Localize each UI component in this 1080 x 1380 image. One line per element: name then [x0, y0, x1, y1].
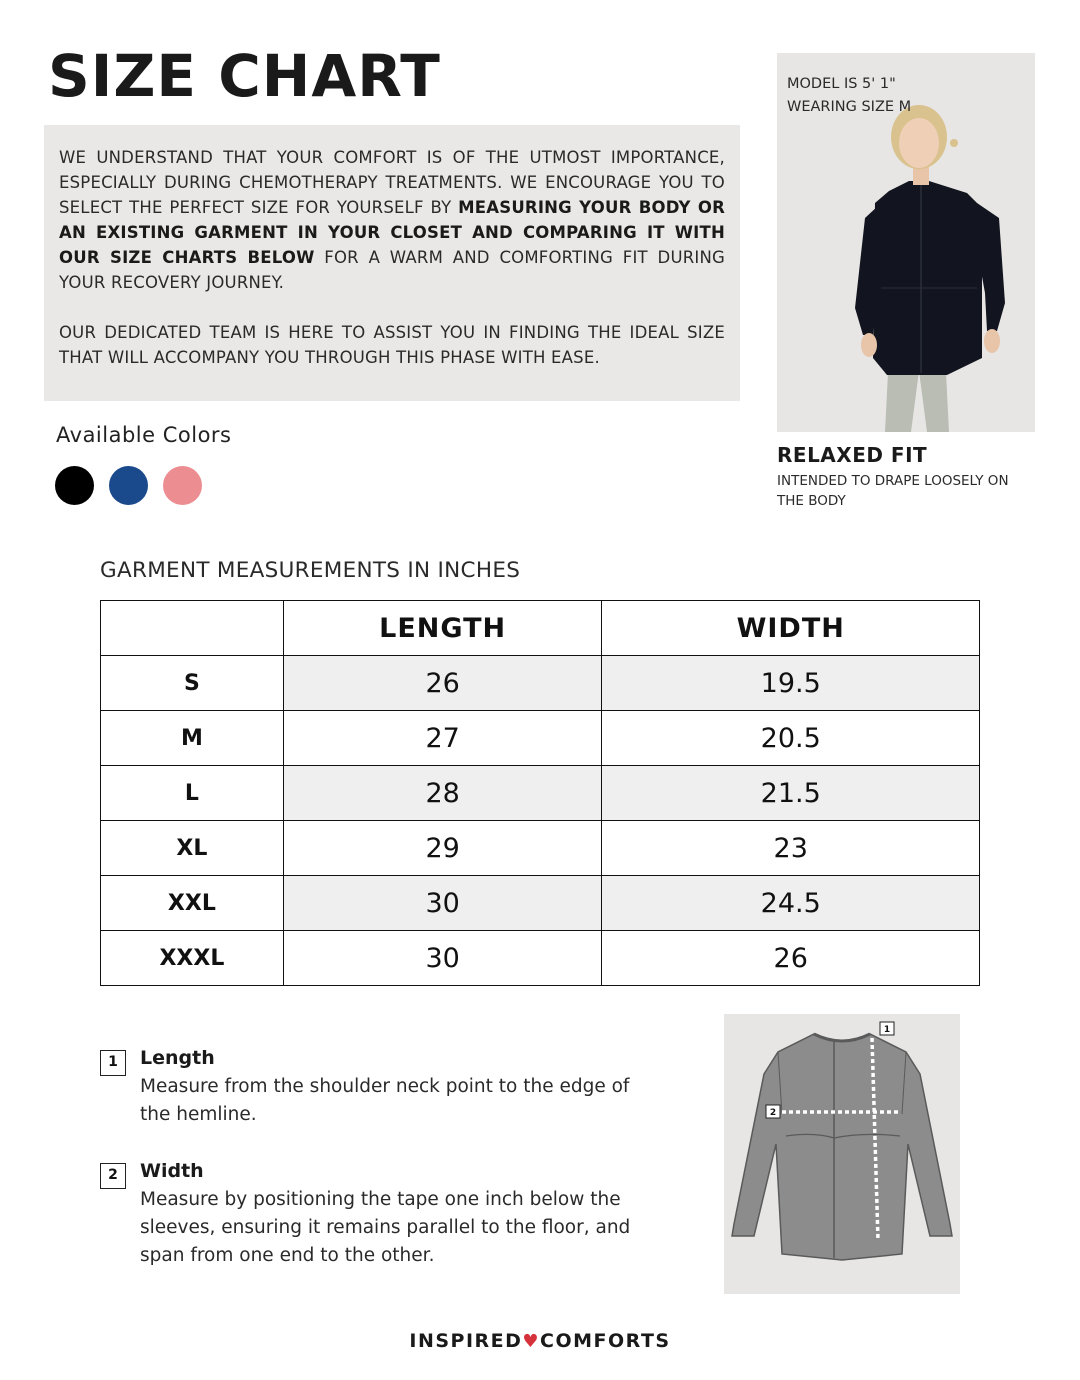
- step-2-description: Measure by positioning the tape one inch below the sleeves, ensuring it remains parallel to the floor, and span from one end to the other.: [140, 1189, 631, 1266]
- table-caption: GARMENT MEASUREMENTS IN INCHES: [100, 558, 521, 583]
- header-width: WIDTH: [602, 601, 980, 656]
- table-row: [101, 711, 980, 766]
- available-colors-label: Available Colors: [56, 423, 232, 447]
- width-value: 23: [602, 821, 980, 876]
- size-label: M: [101, 711, 284, 766]
- intro-paragraph-2: OUR DEDICATED TEAM IS HERE TO ASSIST YOU IN FINDING THE IDEAL SIZE THAT WILL ACCOMPANY YOU THROUGH THIS PHASE WITH EASE.: [59, 323, 725, 367]
- color-swatch-black[interactable]: [55, 466, 94, 505]
- table-row: [101, 656, 980, 711]
- length-value: 30: [283, 876, 602, 931]
- step-1-title: Length: [140, 1047, 215, 1069]
- marker-1: 1: [883, 1025, 891, 1035]
- step-1-badge: 1: [100, 1050, 126, 1076]
- header-empty: [101, 601, 284, 656]
- step-1-description: Measure from the shoulder neck point to the edge of the hemline.: [140, 1076, 630, 1125]
- fit-title: RELAXED FIT: [777, 443, 928, 467]
- fit-description: INTENDED TO DRAPE LOOSELY ON THE BODY: [777, 473, 1009, 509]
- width-value: 26: [602, 931, 980, 986]
- size-label: L: [101, 766, 284, 821]
- width-value: 19.5: [602, 656, 980, 711]
- table-row: [101, 821, 980, 876]
- size-label: S: [101, 656, 284, 711]
- width-value: 24.5: [602, 876, 980, 931]
- heart-icon: ♥: [522, 1331, 541, 1352]
- size-label: XL: [101, 821, 284, 876]
- length-value: 27: [283, 711, 602, 766]
- color-swatch-pink[interactable]: [163, 466, 202, 505]
- model-photo-panel: [777, 53, 1035, 432]
- step-2-title: Width: [140, 1160, 204, 1182]
- length-value: 29: [283, 821, 602, 876]
- page-title: SIZE CHART: [48, 42, 441, 110]
- width-value: 20.5: [602, 711, 980, 766]
- garment-diagram: [724, 1014, 960, 1294]
- length-value: 30: [283, 931, 602, 986]
- color-swatch-navy[interactable]: [109, 466, 148, 505]
- size-label: XXL: [101, 876, 284, 931]
- header-length: LENGTH: [283, 601, 602, 656]
- brand-logo: INSPIRED♥COMFORTS: [409, 1330, 671, 1352]
- table-row: [101, 766, 980, 821]
- length-value: 26: [283, 656, 602, 711]
- step-2-badge: 2: [100, 1163, 126, 1189]
- table-row: [101, 876, 980, 931]
- marker-2: 2: [769, 1108, 777, 1118]
- width-value: 21.5: [602, 766, 980, 821]
- garment-diagram-panel: [724, 1014, 960, 1294]
- length-value: 28: [283, 766, 602, 821]
- size-table: [100, 600, 980, 986]
- model-caption: MODEL IS 5' 1" WEARING SIZE M: [787, 76, 912, 115]
- garment-shape: [732, 1034, 952, 1260]
- intro-paragraph-1: WE UNDERSTAND THAT YOUR COMFORT IS OF THE UTMOST IMPORTANCE, ESPECIALLY DURING CHEMOTHERAPY TREATMENTS. WE ENCOURAGE YOU TO SELECT THE PERFECT SIZE FOR YOURSELF BY MEASURING YOUR BODY OR AN EXISTING GARMENT IN YOUR CLOSET AND COMPARING IT WITH OUR SIZE CHARTS BELOW FOR A WARM AND COMFORTING FIT DURING YOUR RECOVERY JOURNEY.: [59, 148, 725, 292]
- table-row: [101, 931, 980, 986]
- intro-panel: [44, 125, 740, 401]
- size-label: XXXL: [101, 931, 284, 986]
- table-header-row: [101, 601, 980, 656]
